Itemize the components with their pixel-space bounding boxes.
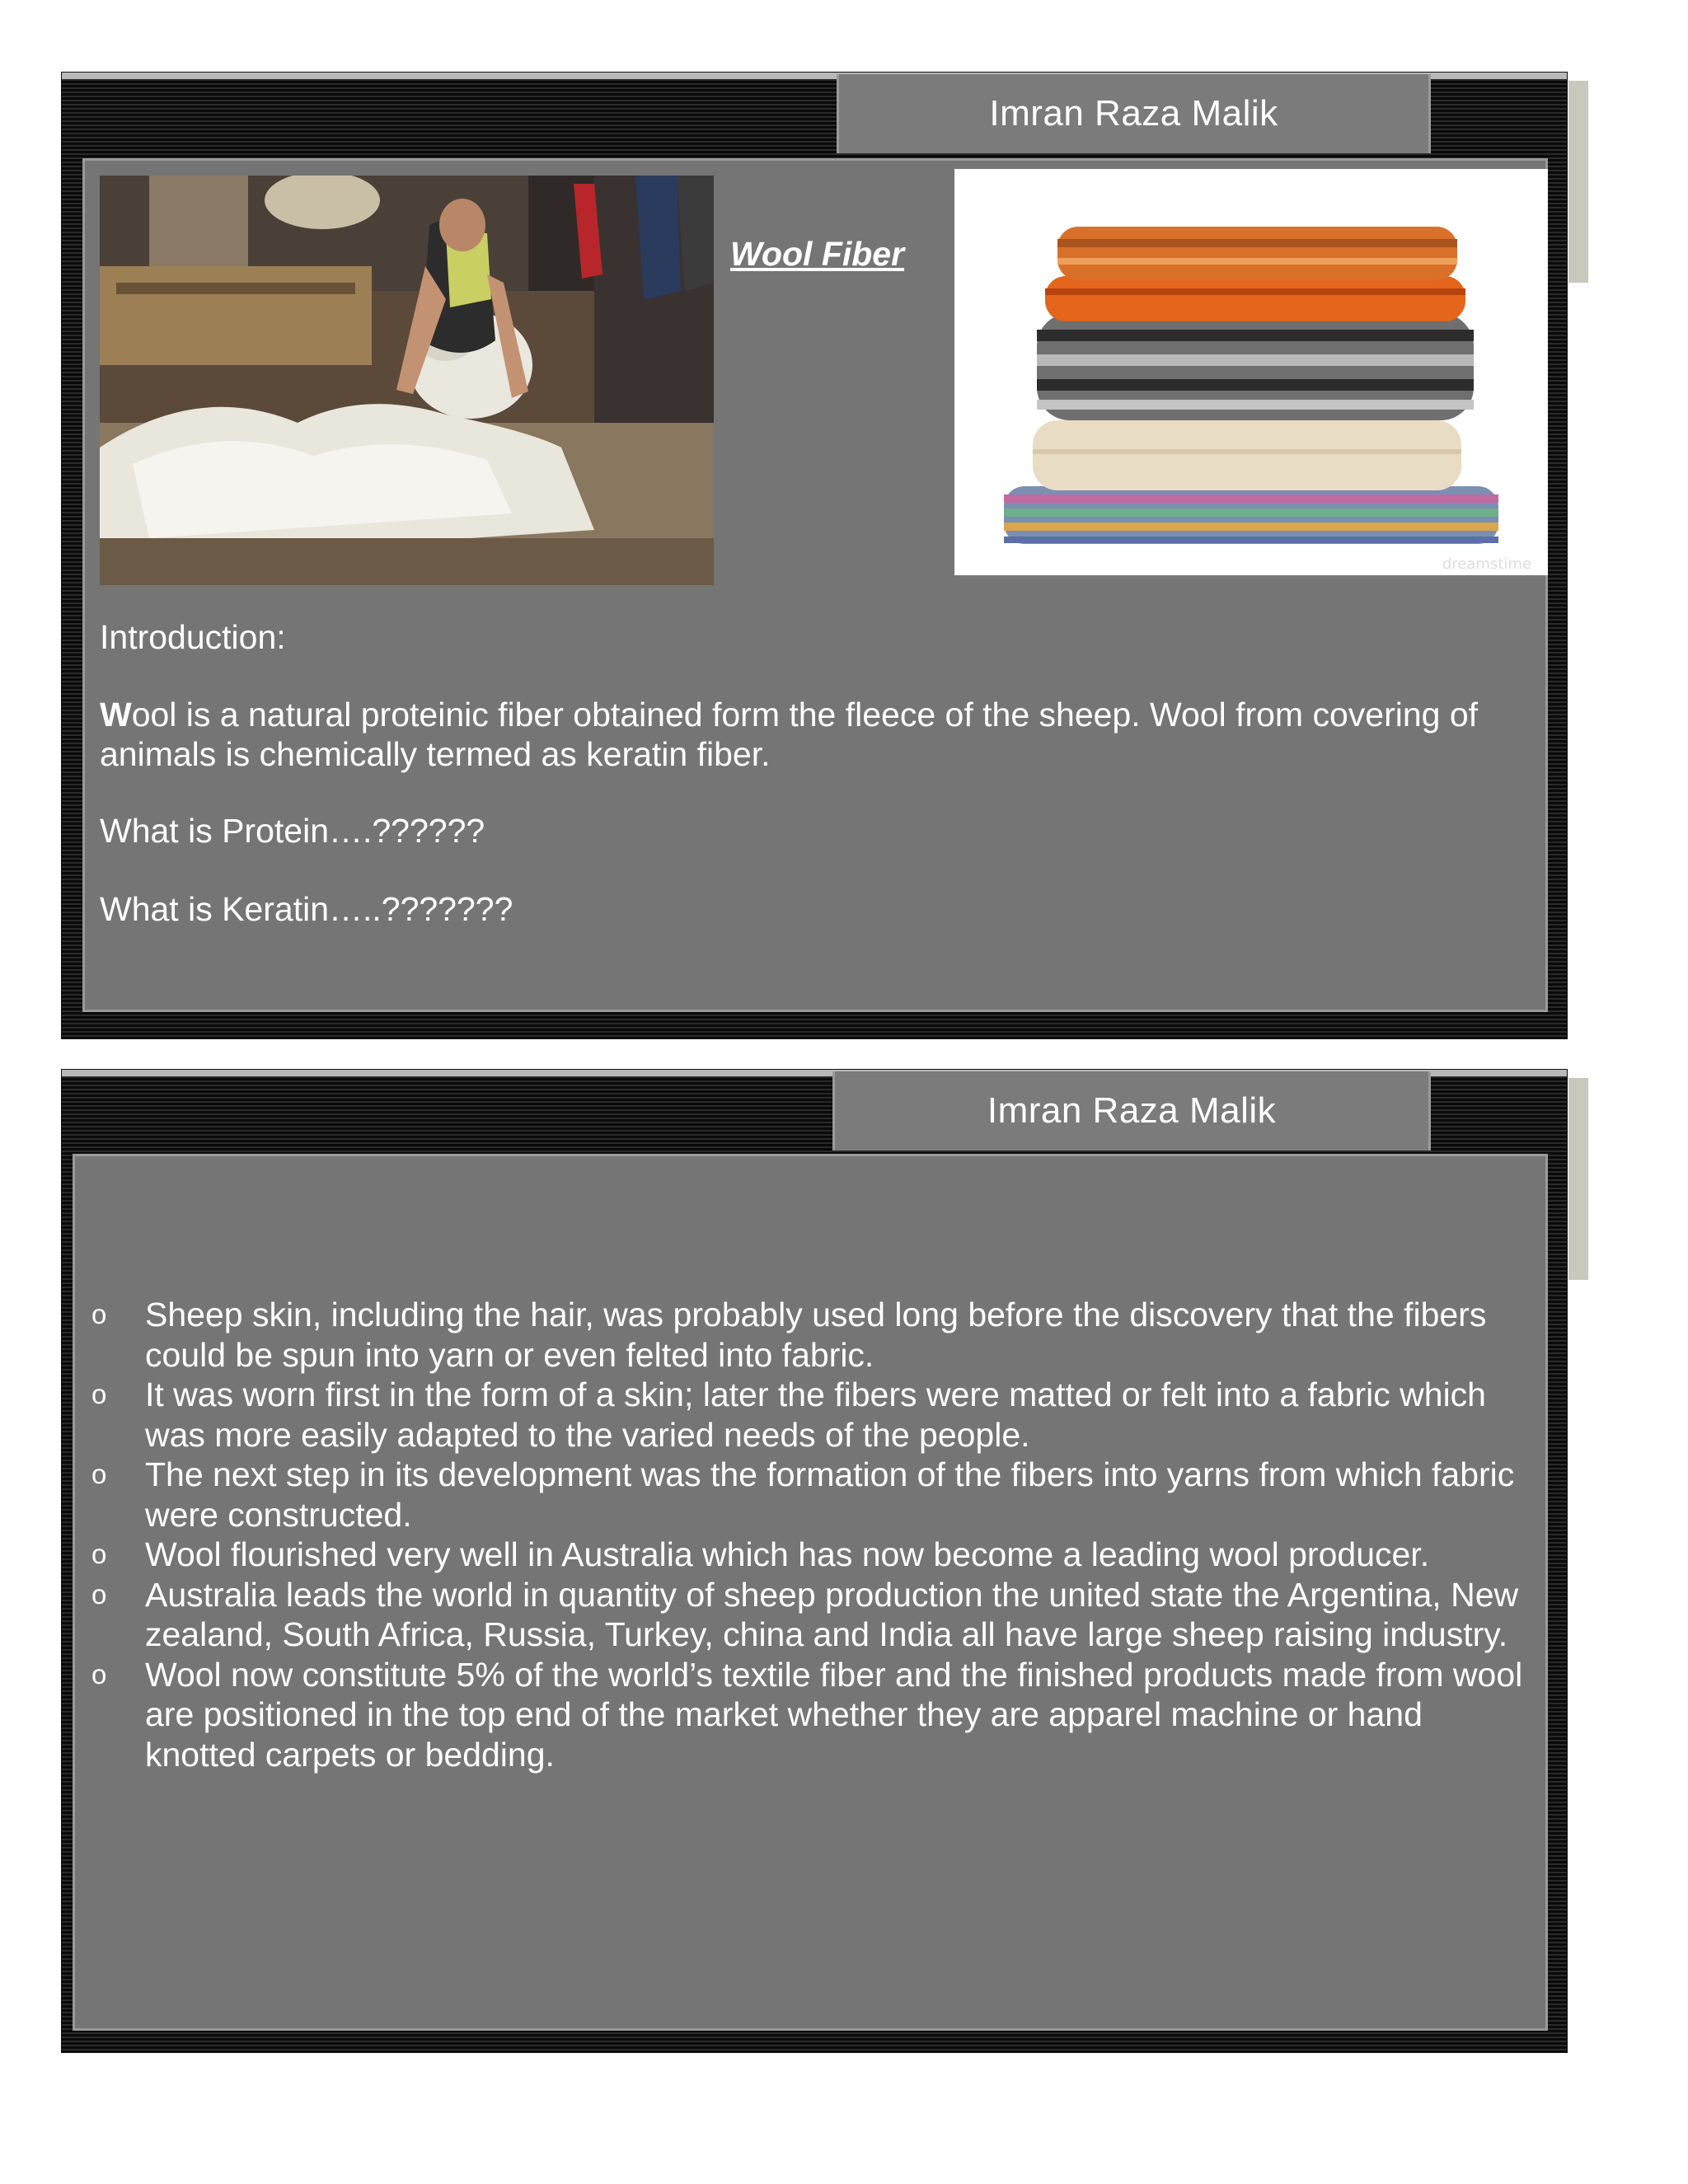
bullet-marker: o — [91, 1658, 107, 1690]
list-item — [91, 1295, 1542, 1375]
bullet-marker: o — [91, 1459, 107, 1489]
question-protein: What is Protein….?????? — [100, 812, 485, 850]
list-item — [91, 1375, 1542, 1455]
bullet-text: The next step in its development was the formation of the fibers into yarns from which fabric were constructed. — [145, 1455, 1515, 1534]
slide-side-strip — [1568, 81, 1588, 283]
stacked-sweaters-photo — [954, 169, 1548, 575]
intro-first-letter: W — [100, 696, 132, 733]
author-tab: Imran Raza Malik — [832, 1071, 1431, 1151]
intro-heading: Introduction: — [100, 618, 286, 656]
bullet-text: Sheep skin, including the hair, was probably used long before the discovery that the fibers could be spun into yarn or even felted into fabric. — [145, 1296, 1487, 1374]
slide-content-panel — [82, 158, 1548, 1012]
intro-text-body: ool is a natural proteinic fiber obtained form the fleece of the sheep. Wool from covering of animals is chemically termed as keratin fiber. — [100, 696, 1479, 773]
bullet-text: Wool now constitute 5% of the world’s textile fiber and the finished products made from wool are positioned in the top end of the market whether they are apparel machine or hand knotted carpets or bedding. — [145, 1655, 1523, 1774]
list-item — [91, 1575, 1542, 1655]
slide-content-panel — [73, 1154, 1548, 2031]
svg-text:dreamstime: dreamstime — [1442, 555, 1531, 573]
sheep-shearing-photo — [100, 176, 714, 585]
question-keratin: What is Keratin…..??????? — [100, 890, 513, 928]
slide-1 — [62, 73, 1567, 1038]
bullet-marker: o — [91, 1299, 107, 1329]
list-item — [91, 1655, 1542, 1775]
history-bullet-list — [91, 1295, 1542, 1774]
slide-side-strip — [1568, 1078, 1588, 1280]
bullet-text: It was worn first in the form of a skin; later the fibers were matted or felt into a fabric which was more easily adapted to the varied needs of the people. — [145, 1376, 1486, 1454]
slide-title-link[interactable]: Wool Fiber — [730, 235, 905, 273]
bullet-marker: o — [91, 1539, 107, 1569]
bullet-marker: o — [91, 1379, 107, 1409]
slide-2 — [62, 1070, 1567, 2052]
list-item — [91, 1455, 1542, 1535]
intro-paragraph — [100, 695, 1517, 774]
author-tab: Imran Raza Malik — [837, 74, 1431, 153]
bullet-text: Wool flourished very well in Australia which has now become a leading wool producer. — [145, 1535, 1430, 1573]
list-item — [91, 1535, 1542, 1575]
bullet-marker: o — [91, 1578, 107, 1610]
bullet-text: Australia leads the world in quantity of sheep production the united state the Argentina, New zealand, South Africa, Russia, Turkey, china and India all have large sheep raising industry. — [145, 1575, 1519, 1653]
